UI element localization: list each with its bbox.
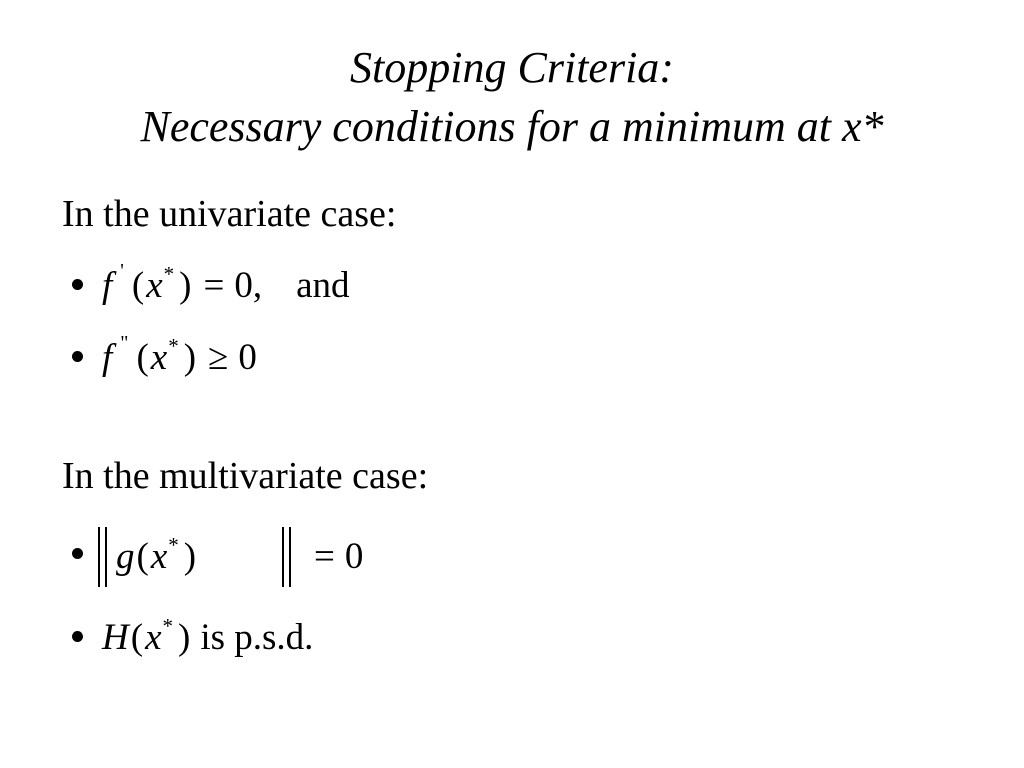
gradient-expression	[116, 529, 198, 585]
variable-symbol: x	[146, 265, 163, 306]
right-hand-side: 0	[344, 536, 364, 577]
optimum-star: *	[162, 614, 173, 638]
greater-equal-sign: ≥	[208, 337, 229, 378]
second-derivative-inequality	[102, 330, 257, 386]
bullet-icon	[72, 279, 83, 290]
equals-sign: =	[203, 265, 225, 306]
open-paren: (	[136, 536, 149, 577]
close-paren: )	[178, 617, 191, 658]
function-symbol: f	[102, 265, 113, 306]
first-derivative-equation	[102, 258, 350, 314]
function-symbol: f	[102, 337, 113, 378]
right-hand-side: 0,	[234, 265, 263, 306]
hessian-symbol: H	[102, 617, 129, 658]
double-prime-mark: "	[120, 332, 129, 354]
slide-title: Stopping Criteria:	[350, 43, 674, 92]
norm-right-bars	[282, 527, 296, 587]
variable-symbol: x	[150, 536, 168, 577]
multivariate-heading: In the multivariate case:	[62, 455, 429, 497]
psd-text: is p.s.d.	[200, 617, 314, 658]
optimum-star: *	[168, 533, 179, 557]
variable-symbol: x	[145, 617, 162, 658]
equals-sign: =	[314, 536, 335, 577]
right-hand-side: 0	[238, 337, 257, 378]
close-paren: )	[183, 536, 197, 577]
open-paren: (	[136, 337, 149, 378]
close-paren: )	[183, 337, 197, 378]
univariate-heading: In the univariate case:	[62, 193, 397, 235]
close-paren: )	[179, 265, 192, 306]
prime-mark: '	[120, 260, 124, 282]
conjunction-text: and	[296, 265, 350, 306]
hessian-statement	[102, 610, 313, 666]
norm-left-bars	[98, 527, 112, 587]
open-paren: (	[130, 617, 144, 658]
bullet-icon	[72, 631, 83, 642]
open-paren: (	[131, 265, 145, 306]
slide-subtitle: Necessary conditions for a minimum at x*	[140, 102, 884, 151]
optimum-star: *	[168, 334, 179, 358]
variable-symbol: x	[150, 337, 168, 378]
optimum-star: *	[163, 262, 175, 286]
gradient-symbol: g	[116, 536, 135, 577]
bullet-icon	[72, 351, 83, 362]
bullet-icon	[72, 548, 83, 559]
gradient-equation-rhs	[304, 529, 363, 585]
